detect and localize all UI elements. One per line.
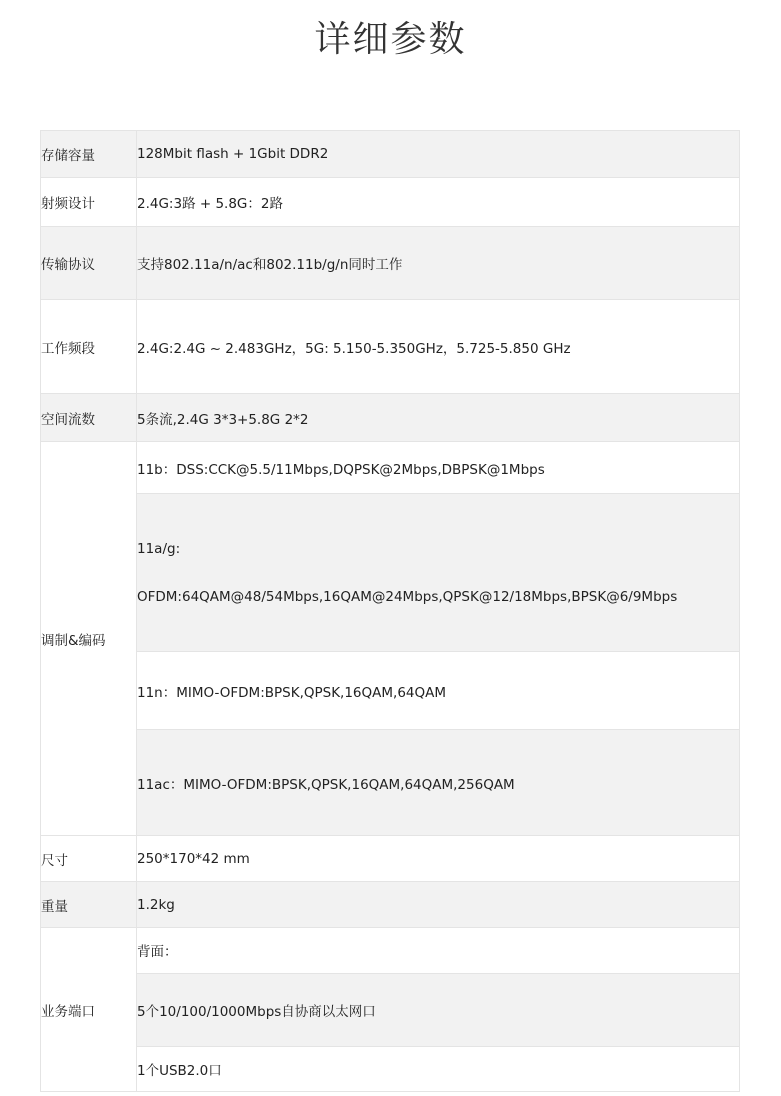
spec-value-ports-ethernet: 5个10/100/1000Mbps自协商以太网口 [137,974,740,1047]
spec-value-modulation-11ag [137,494,740,652]
table-row [41,300,740,394]
spec-value-storage: 128Mbit flash + 1Gbit DDR2 [137,131,740,178]
table-row [41,442,740,494]
spec-value-protocol: 支持802.11a/n/ac和802.11b/g/n同时工作 [137,227,740,300]
spec-key-band: 工作频段 [41,300,137,394]
spec-value-band: 2.4G:2.4G ~ 2.483GHz，5G: 5.150-5.350GHz，5.725-5.850 GHz [137,300,740,394]
table-row [41,178,740,227]
page-title: 详细参数 [314,19,467,60]
table-row [41,730,740,836]
spec-value-size: 250*170*42 mm [137,836,740,882]
table-row [41,1047,740,1092]
spec-value-modulation-11b: 11b：DSS:CCK@5.5/11Mbps,DQPSK@2Mbps,DBPSK@1Mbps [137,442,740,494]
spec-key-modulation: 调制&编码 [41,442,137,836]
spec-value-modulation-11n: 11n：MIMO-OFDM:BPSK,QPSK,16QAM,64QAM [137,652,740,730]
spec-value-streams: 5条流,2.4G 3*3+5.8G 2*2 [137,394,740,442]
spec-key-storage: 存储容量 [41,131,137,178]
spec-value-weight: 1.2kg [137,882,740,928]
table-row [41,882,740,928]
table-row [41,974,740,1047]
table-row [41,494,740,652]
spec-table [40,130,740,1092]
spec-key-protocol: 传输协议 [41,227,137,300]
spec-value-modulation-11ag-title: 11a/g: [137,540,181,557]
table-row [41,394,740,442]
spec-key-ports: 业务端口 [41,928,137,1092]
spec-key-streams: 空间流数 [41,394,137,442]
spec-key-size: 尺寸 [41,836,137,882]
table-row [41,652,740,730]
table-row [41,131,740,178]
table-row [41,227,740,300]
spec-value-ports-back: 背面： [137,928,740,974]
table-row [41,928,740,974]
spec-value-radio: 2.4G:3路 + 5.8G：2路 [137,178,740,227]
spec-value-modulation-11ag-detail: OFDM:64QAM@48/54Mbps,16QAM@24Mbps,QPSK@12/18Mbps,BPSK@6/9Mbps [137,588,678,605]
table-row [41,836,740,882]
spec-value-modulation-11ac: 11ac：MIMO-OFDM:BPSK,QPSK,16QAM,64QAM,256QAM [137,730,740,836]
spec-value-ports-usb: 1个USB2.0口 [137,1047,740,1092]
spec-key-radio: 射频设计 [41,178,137,227]
spec-key-weight: 重量 [41,882,137,928]
